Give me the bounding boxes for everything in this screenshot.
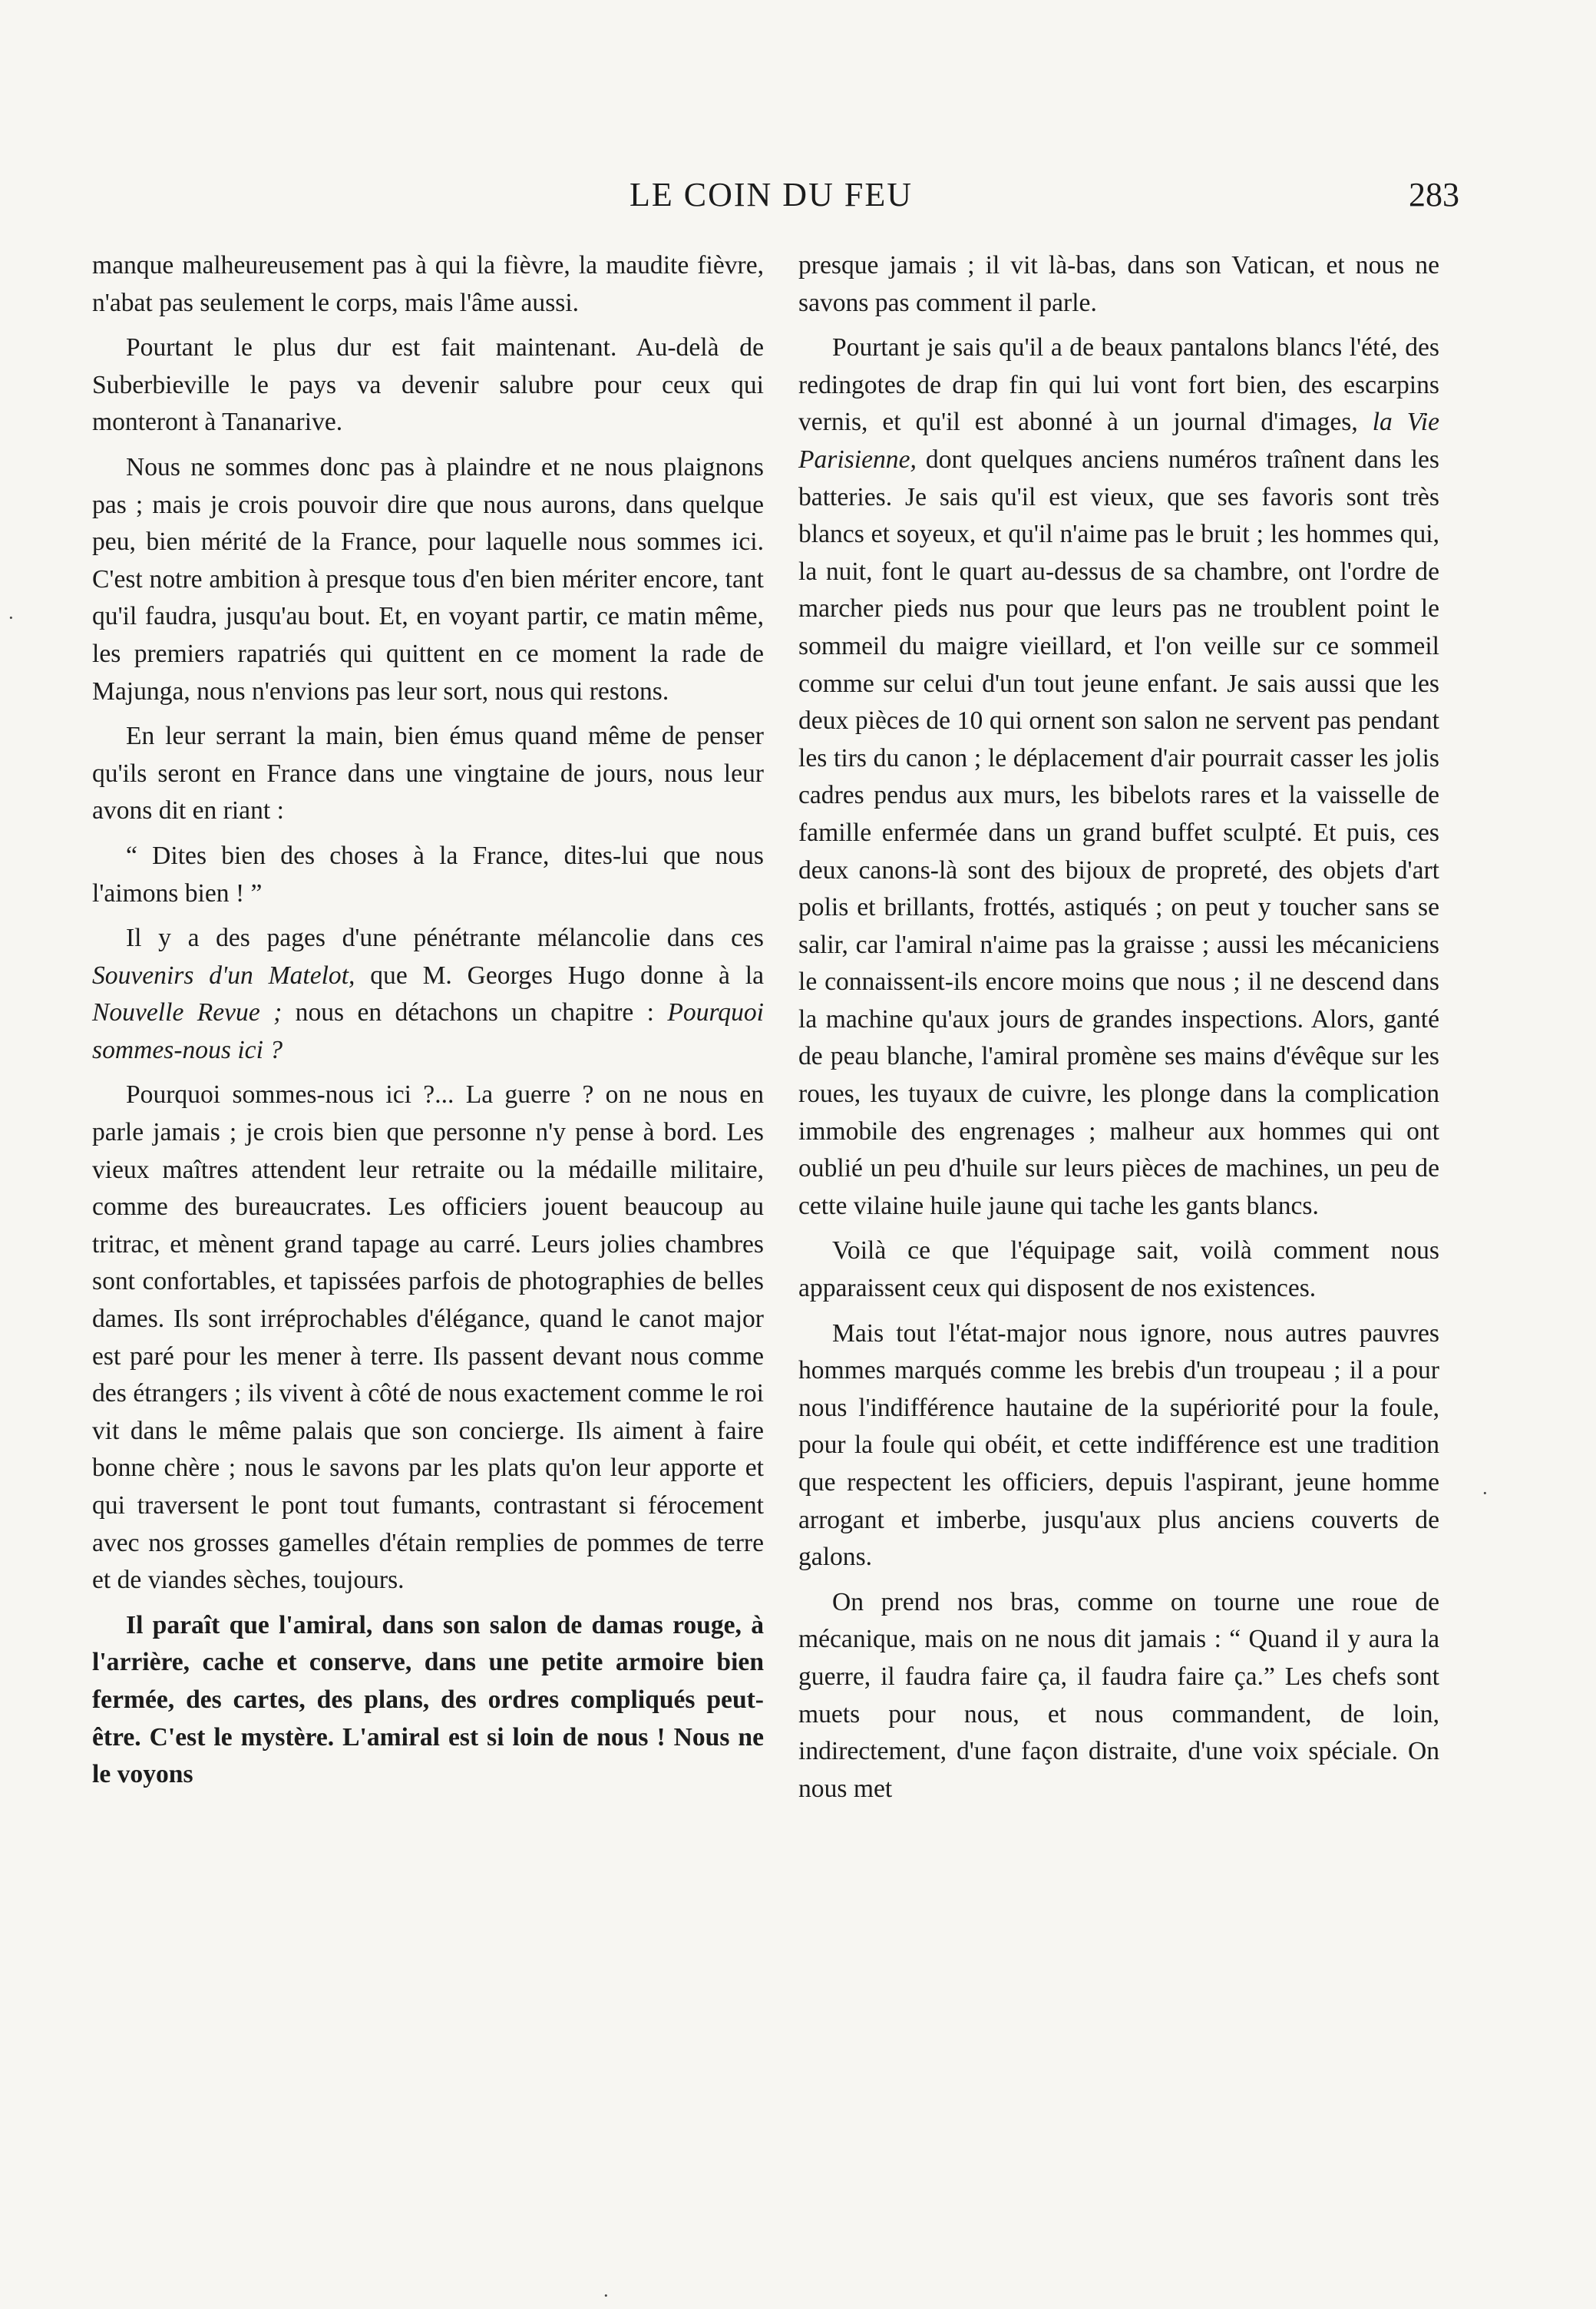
left-column xyxy=(92,247,764,1801)
paragraph: presque jamais ; il vit là-bas, dans son Vatican, et nous ne savons pas comment il parle. xyxy=(798,251,1439,317)
paragraph: Nous ne sommes donc pas à plaindre et ne nous plaignons pas ; mais je crois pouvoir dire que nous aurons, dans quelque peu, bien mérité de la France, pour laquelle nous sommes ici. C'est notre ambition à presque tous d'en bien mériter encore, tant qu'il faudra, jusqu'au bout. Et, en voyant partir, ce matin même, les premiers rapatriés qui quittent en ce moment la rade de Majunga, nous n'envions pas leur sort, nous qui restons. xyxy=(92,452,764,706)
paragraph: En leur serrant la main, bien émus quand même de penser qu'ils seront en France dans une vingtaine de jours, nous leur avons dit en riant : xyxy=(92,722,764,825)
margin-speck: · xyxy=(603,2284,610,2307)
running-header xyxy=(0,175,1596,221)
text-run: que M. Georges Hugo donne à la xyxy=(355,961,764,990)
paragraph: Pourtant le plus dur est fait maintenant. Au-delà de Suberbieville le pays va devenir salubre pour ceux qui monteront à Tananarive. xyxy=(92,333,764,437)
paragraph xyxy=(92,920,764,1069)
paragraph: Mais tout l'état-major nous ignore, nous autres pauvres hommes marqués comme les brebis d'un troupeau ; il a pour nous l'indifférence hautaine de la supériorité pour la foule, pour la foule qui obéit, et cette indifférence est une tradition que respectent les officiers, depuis l'aspirant, jeune homme arrogant et imberbe, jusqu'aux plus anciens couverts de galons. xyxy=(798,1318,1439,1572)
quoted-paragraph: “ Dites bien des choses à la France, dites-lui que nous l'aimons bien ! ” xyxy=(92,841,764,908)
margin-speck: · xyxy=(1482,1482,1489,1504)
text-run: nous en détachons un chapitre : xyxy=(282,998,668,1027)
running-title: LE COIN DU FEU xyxy=(629,176,913,213)
right-column xyxy=(798,247,1439,1815)
page-number: 283 xyxy=(1409,176,1459,213)
paragraph: On prend nos bras, comme on tourne une roue de mécanique, mais on ne nous dit jamais : “ Quand il y aura la guerre, il faudra faire ça, il faudra faire ça.” Les chefs sont muets pour nous, et nous commandent, de loin, indirectement, d'une façon distraite, d'une voix spéciale. On nous met xyxy=(798,1587,1439,1803)
italic-title: Pourquoi sommes-nous ici ? xyxy=(92,998,764,1064)
italic-title: Nouvelle Revue ; xyxy=(92,998,283,1027)
margin-speck: · xyxy=(8,607,15,629)
text-run: Pourtant je sais qu'il a de beaux pantalons blancs l'été, des redingotes de drap fin qui lui vont fort bien, des escarpins vernis, et qu'il est abonné à un journal d'images, xyxy=(798,333,1439,437)
italic-title: Souvenirs d'un Matelot, xyxy=(92,961,355,990)
text-run: Il y a des pages d'une pénétrante mélancolie dans ces xyxy=(126,924,764,953)
paragraph: Voilà ce que l'équipage sait, voilà comment nous apparaissent ceux qui disposent de nos existences. xyxy=(798,1236,1439,1303)
italic-title: la Vie Parisienne, xyxy=(798,408,1440,474)
paragraph: Il paraît que l'amiral, dans son salon de damas rouge, à l'arrière, cache et conserve, dans une petite armoire bien fermée, des cartes, des plans, des ordres compliqués peut-être. C'est le mystère. L'amiral est si loin de nous ! Nous ne le voyons xyxy=(92,1610,764,1789)
text-run: dont quelques anciens numéros traînent dans les batteries. Je sais qu'il est vieux, que ses favoris sont très blancs et soyeux, et qu'il n'aime pas le bruit ; les hommes qui, la nuit, font le quart au-dessus de sa chambre, ont l'ordre de marcher pieds nus pour que leurs pas ne troublent point le sommeil du maigre vieillard, et l'on veille sur ce sommeil comme sur celui d'un tout jeune enfant. Je sais aussi que les deux pièces de 10 qui ornent son salon ne servent pas pendant les tirs du canon ; le déplacement d'air pourrait casser les jolis cadres pendus aux murs, les bibelots rares et la vaisselle de famille enfermée dans un grand buffet sculpté. Et puis, ces deux canons-là sont des bijoux de propreté, des objets d'art polis et brillants, frottés, astiqués ; on peut y toucher sans se salir, car l'amiral n'aime pas la graisse ; aussi les mécaniciens le connaissent-ils encore moins que nous ; il ne descend dans la machine qu'aux jours de grandes inspections. Alors, ganté de peau blanche, l'amiral promène ses mains d'évêque sur les roues, les tuyaux de cuivre, les plonge dans la complication immobile des engrenages ; malheur aux hommes qui ont oublié un peu d'huile sur leurs pièces de machines, un peu de cette vilaine huile jaune qui tache les gants blancs. xyxy=(798,445,1439,1220)
paragraph: manque malheureusement pas à qui la fièvre, la maudite fièvre, n'abat pas seulement le corps, mais l'âme aussi. xyxy=(92,251,764,317)
paragraph xyxy=(798,329,1439,1225)
paragraph: Pourquoi sommes-nous ici ?... La guerre ? on ne nous en parle jamais ; je crois bien que personne n'y pense à bord. Les vieux maîtres attendent leur retraite ou la médaille militaire, comme des bureaucrates. Les officiers jouent beaucoup au tritrac, et mènent grand tapage au carré. Leurs jolies chambres sont confortables, et tapissées parfois de photographies de belles dames. Ils sont irréprochables d'élégance, quand le canot major est paré pour les mener à terre. Ils passent devant nous comme des étrangers ; ils vivent à côté de nous exactement comme le roi vit dans le même palais que son concierge. Ils aiment à faire bonne chère ; nous le savons par les plats qu'on leur apporte et qui traversent le pont tout fumants, contrastant si férocement avec nos grosses gamelles d'étain remplies de pommes de terre et de viandes sèches, toujours. xyxy=(92,1080,764,1595)
